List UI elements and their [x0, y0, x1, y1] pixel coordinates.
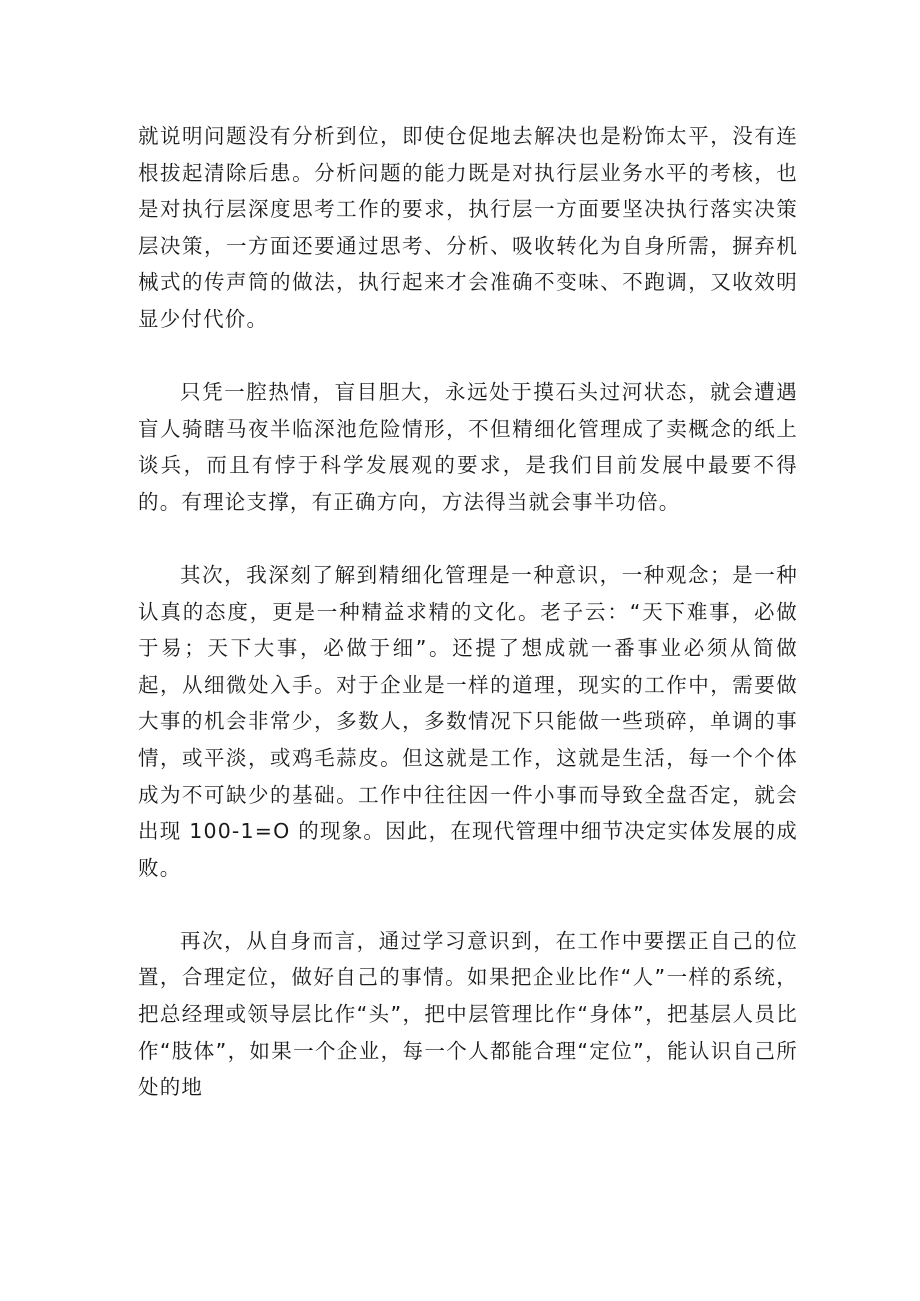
document-body	[138, 118, 798, 1106]
paragraph-2: 只凭一腔热情，盲目胆大，永远处于摸石头过河状态，就会遭遇盲人骑瞎马夜半临深池危险情形，不但精细化管理成了卖概念的纸上谈兵，而且有悖于科学发展观的要求，是我们目前发展中最要不得的。有理论支撑，有正确方向，方法得当就会事半功倍。	[138, 380, 798, 514]
paragraph-1: 就说明问题没有分析到位，即使仓促地去解决也是粉饰太平，没有连根拔起清除后患。分析问题的能力既是对执行层业务水平的考核，也是对执行层深度思考工作的要求，执行层一方面要坚决执行落实决策层决策，一方面还要通过思考、分析、吸收转化为自身所需，摒弃机械式的传声筒的做法，执行起来才会准确不变味、不跑调，又收效明显少付代价。	[138, 124, 798, 331]
paragraph-3: 其次，我深刻了解到精细化管理是一种意识，一种观念；是一种认真的态度，更是一种精益求精的文化。老子云：“天下难事，必做于易；天下大事，必做于细”。还提了想成就一番事业必须从简做起，从细微处入手。对于企业是一样的道理，现实的工作中，需要做大事的机会非常少，多数人，多数情况下只能做一些琐碎，单调的事情，或平淡，或鸡毛蒜皮。但这就是工作，这就是生活，每一个个体成为不可缺少的基础。工作中往往因一件小事而导致全盘否定，就会出现 100-1=O 的现象。因此，在现代管理中细节决定实体发展的成败。	[138, 562, 798, 880]
paragraph-4: 再次，从自身而言，通过学习意识到，在工作中要摆正自己的位置，合理定位，做好自己的事情。如果把企业比作“人”一样的系统，把总经理或领导层比作“头”，把中层管理比作“身体”，把基层人员比作“肢体”，如果一个企业，每一个人都能合理“定位”，能认识自己所处的地	[138, 928, 798, 1100]
